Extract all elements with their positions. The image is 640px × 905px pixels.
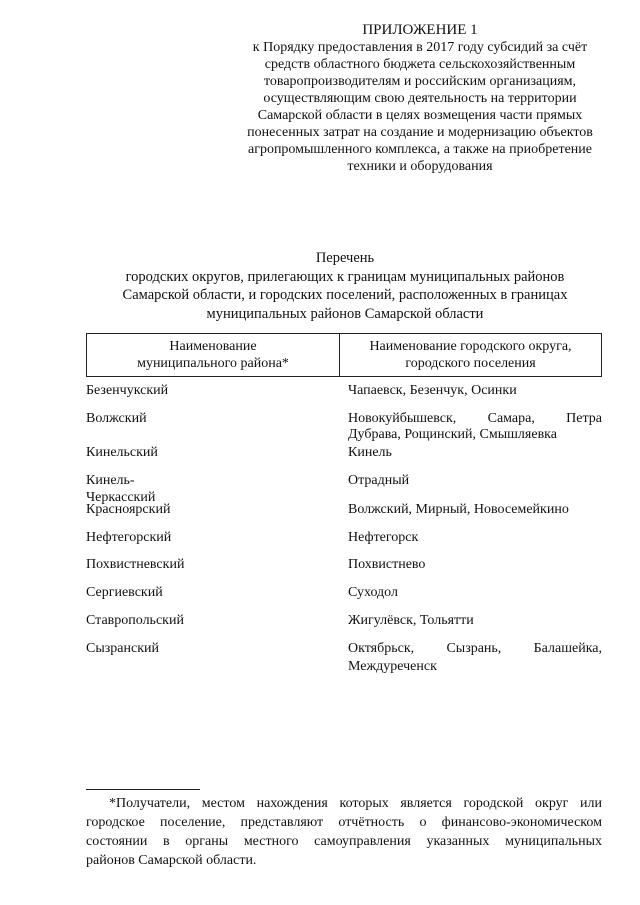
appendix-line: осуществляющим свою деятельность на территории: [263, 91, 577, 106]
settlement-names: Кинель: [348, 445, 392, 460]
district-name: Сергиевский: [86, 585, 163, 600]
appendix-line: агропромышленного комплекса, а также на приобретение: [247, 142, 592, 157]
footnote-divider: [86, 789, 200, 790]
settlement-names: Нефтегорск: [348, 530, 419, 545]
district-name: Ставропольский: [86, 613, 184, 628]
appendix-line: Самарской области в целях возмещения части прямых: [257, 108, 583, 123]
list-heading: [0, 249, 640, 323]
table-header: [86, 333, 602, 377]
header-text: муниципального района*: [137, 356, 289, 371]
settlement-names: Отрадный: [348, 473, 410, 488]
footnote-line: *Получатели, местом нахождения которых является городской округ или: [109, 796, 602, 811]
settlement-names: Чапаевск, Безенчук, Осинки: [348, 383, 517, 398]
district-name: Похвистневский: [86, 557, 185, 572]
district-name: Кинель-Черкасский: [86, 473, 156, 505]
appendix-line: товаропроизводителям и российским организациям,: [263, 74, 577, 89]
footnote-line: состоянии в органы местного самоуправления указанных муниципальных: [86, 834, 602, 849]
header-text: Наименование: [169, 339, 257, 354]
settlement-names: Суходол: [348, 585, 398, 600]
settlement-names: Дубрава, Рощинский, Смышляевка: [348, 427, 557, 442]
list-heading-line: городских округов, прилегающих к границам муниципальных районов: [125, 268, 565, 285]
header-cell-settlement: [340, 334, 601, 376]
appendix-block: [232, 22, 608, 175]
district-name: Красноярский: [86, 502, 171, 517]
list-heading-line: Самарской области, и городских поселений, расположенных в границах: [122, 287, 568, 303]
list-heading-line: муниципальных районов Самарской области: [206, 305, 484, 322]
district-name: Безенчукский: [86, 383, 169, 398]
appendix-line: средств областного бюджета сельскохозяйственным: [264, 57, 576, 72]
appendix-title: ПРИЛОЖЕНИЕ 1: [362, 22, 478, 38]
header-text: Наименование городского округа,: [369, 339, 572, 354]
header-cell-district: [87, 334, 340, 376]
district-name: Нефтегорский: [86, 530, 172, 545]
appendix-line: техники и оборудования: [347, 159, 493, 174]
appendix-line: понесенных затрат на создание и модернизацию объектов: [247, 125, 593, 140]
list-heading-title: Перечень: [315, 250, 375, 266]
appendix-line: к Порядку предоставления в 2017 году субсидий за счёт: [252, 40, 588, 55]
footnote-line: районов Самарской области.: [86, 853, 257, 868]
header-text: городского поселения: [405, 356, 536, 371]
settlement-names: Новокуйбышевск, Самара, Петра: [348, 411, 602, 426]
settlement-names: Жигулёвск, Тольятти: [348, 613, 474, 628]
district-name: Сызранский: [86, 641, 159, 656]
settlement-names: Похвистнево: [348, 557, 426, 572]
footnote-line: городское поселение, представляют отчётность о финансово-экономическом: [86, 815, 602, 830]
district-name: Кинельский: [86, 445, 158, 460]
settlement-names: Междуреченск: [348, 659, 437, 674]
settlement-names: Октябрьск, Сызрань, Балашейка,: [348, 641, 602, 656]
settlement-names: Волжский, Мирный, Новосемейкино: [348, 502, 569, 517]
footnote: [86, 794, 602, 870]
district-name: Волжский: [86, 411, 147, 426]
